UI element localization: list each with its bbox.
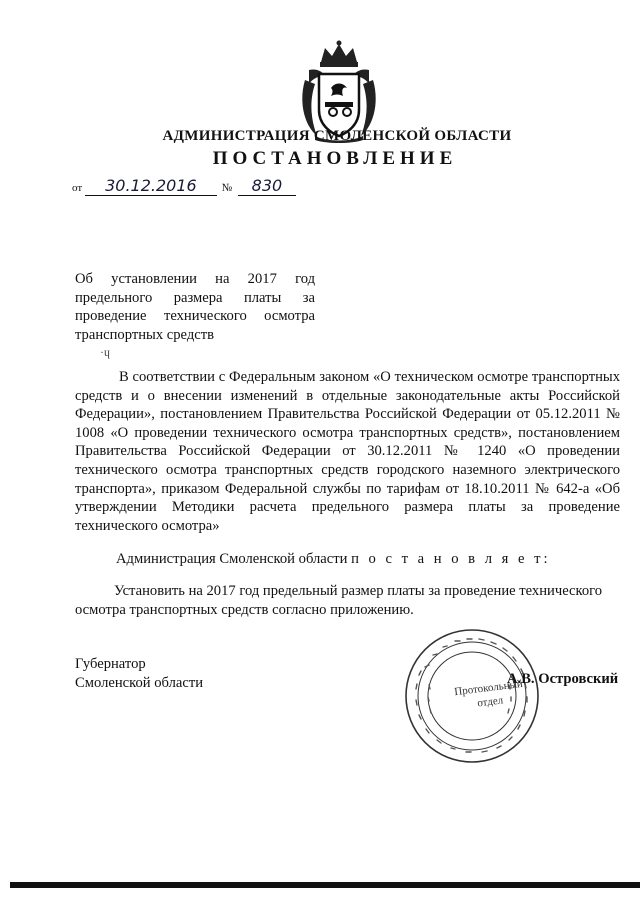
seal-caption-line2: отдел: [476, 694, 504, 710]
decree-line: [116, 551, 551, 568]
document-date: 30.12.2016: [85, 176, 217, 196]
organization-name: АДМИНИСТРАЦИЯ СМОЛЕНСКОЙ ОБЛАСТИ: [162, 128, 512, 144]
number-prefix: №: [221, 182, 233, 194]
decree-verb: п о с т а н о в л я е т:: [351, 551, 551, 567]
document-number: 830: [238, 176, 296, 196]
signatory-title-line1: Губернатор: [75, 656, 146, 672]
order-text: Установить на 2017 год предельный размер платы за проведение технического осмотра транспортных средств согласно приложению.: [75, 583, 603, 618]
signatory-title: [75, 655, 203, 693]
registration-line: [72, 176, 296, 196]
date-prefix: от: [72, 182, 83, 194]
signatory-name: А.В. Островский: [507, 671, 619, 687]
signatory-title-line2: Смоленской области: [75, 675, 204, 691]
decree-subject: Администрация Смоленской области: [116, 551, 348, 567]
order-paragraph: [75, 582, 620, 619]
seal-caption-line1: Протокольный: [453, 677, 524, 699]
footer-rule: [10, 882, 640, 888]
preamble-paragraph: [75, 368, 620, 535]
margin-mark: ·ɥ: [100, 345, 110, 359]
document-type-heading: ПОСТАНОВЛЕНИЕ: [212, 148, 458, 169]
preamble-text: В соответствии с Федеральным законом «О техническом осмотре транспортных средств и о внесении изменений в отдельные законодательные акты Российской Федерации», постановлением Правительства Российской Федерации от 05.12.2011 № 1008 «О проведении технического осмотра транспортных средств», постановлением Правительства Российской Федерации от 30.12.2011 № 1240 «О проведении технического осмотра транспортных средств городского наземного электрического транспорта», приказом Федеральной службы по тарифам от 18.10.2011 № 642-а «Об утверждении Методики расчета предельного размера платы за проведение технического осмотра»: [75, 369, 620, 534]
document-subject: Об установлении на 2017 год предельного размера платы за проведение технического осмотра транспортных средств: [75, 271, 315, 343]
